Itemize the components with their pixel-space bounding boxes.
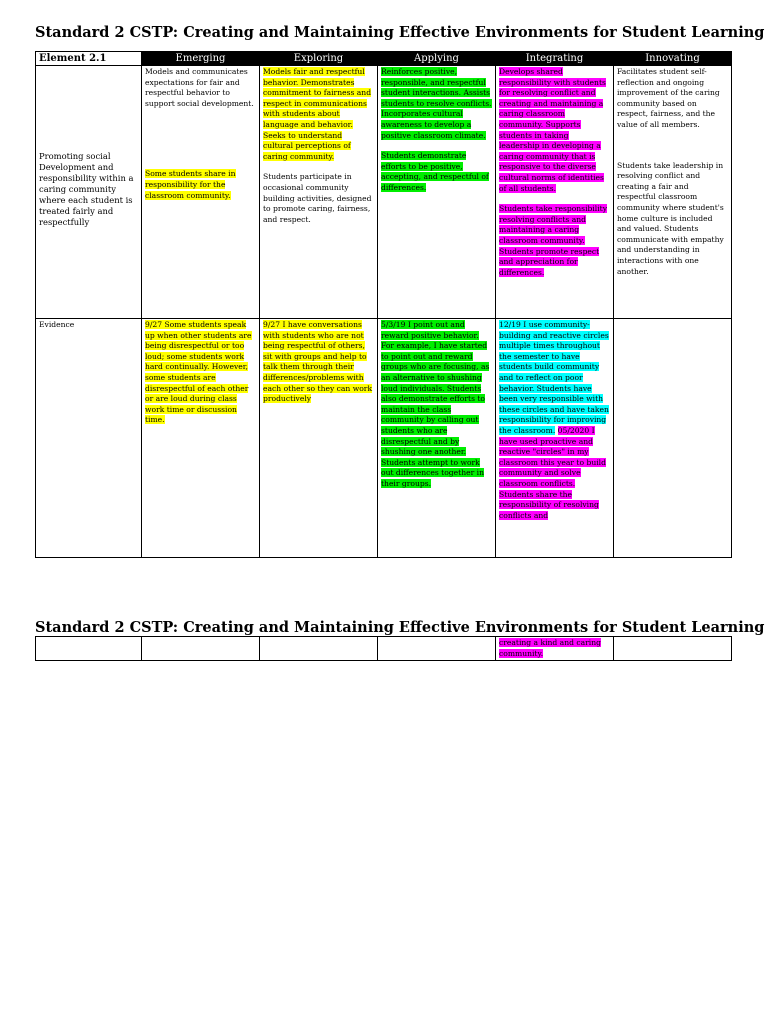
cont-applying (378, 637, 496, 661)
cell-applying (378, 66, 496, 319)
cell-exploring (260, 66, 378, 319)
column-header-integrating: Integrating (496, 52, 614, 66)
evidence-label-cell (36, 319, 142, 558)
element-label: Promoting social Development and responsibility within a caring community where each student is treated fairly and respectfully (39, 150, 134, 227)
rubric-table (35, 51, 732, 558)
evidence-integrating (496, 319, 614, 558)
cont-label (36, 637, 142, 661)
innovating-teacher-text: Facilitates student self-reflection and ongoing improvement of the caring community based on respect, fairness, and the value of all members. (617, 67, 720, 129)
applying-teacher-text: Reinforces positive, responsible, and respectful student interactions. Assists students to resolve conflicts. Incorporates cultural awareness to develop a positive classroom climate. (381, 67, 492, 140)
integrating-student-text: Students take responsibility resolving conflicts and maintaining a caring classroom community. Students promote respect and appreciation for differences. (499, 204, 607, 277)
exploring-student-text: Students participate in occasional community building activities, designed to promote caring, fairness, and respect. (263, 172, 372, 224)
applying-student-text: Students demonstrate efforts to be positive, accepting, and respectful of differences. (381, 151, 489, 192)
page-title-continued: Standard 2 CSTP: Creating and Maintaining Effective Environments for Student Learning (35, 619, 765, 636)
evidence-applying-text: 5/3/19 I point out and reward positive behavior. For example, I have started to point out and reward groups who are focusing, as an alternative to shushing loud individuals. Students also demonstrate efforts to maintain the class community by calling out students who are disrespectful and by shushing one another. Students attempt to work out differences together in their groups. (381, 320, 490, 488)
evidence-emerging (142, 319, 260, 558)
evidence-emerging-text: 9/27 Some students speak up when other students are being disrespectful or too loud; some students work hard continually. However, some students are disrespectful of each other or are loud during class work time or discussion time. (145, 320, 252, 425)
column-header-innovating: Innovating (614, 52, 732, 66)
evidence-applying (378, 319, 496, 558)
evidence-integrating-text-2: 05/2020 I have used proactive and reactive "circles" in my classroom this year to build community and solve classroom conflicts. Students share the responsibility of resolving conflicts and (499, 425, 606, 520)
cont-integrating-text: creating a kind and caring community. (499, 638, 601, 658)
cont-exploring (260, 637, 378, 661)
continuation-row (36, 637, 732, 661)
evidence-label: Evidence (39, 320, 75, 329)
evidence-innovating (614, 319, 732, 558)
evidence-exploring (260, 319, 378, 558)
page-title: Standard 2 CSTP: Creating and Maintaining Effective Environments for Student Learning (35, 24, 765, 41)
exploring-teacher-text: Models fair and respectful behavior. Demonstrates commitment to fairness and respect in communications with students about language and behavior. Seeks to understand cultural perceptions of caring community. (263, 67, 372, 161)
header-row (36, 52, 732, 66)
cell-innovating (614, 66, 732, 319)
innovating-student-text: Students take leadership in resolving conflict and creating a fair and respectful classroom community where student's home culture is included and valued. Students communicate with empathy and understanding in interactions with one another. (617, 160, 724, 276)
evidence-exploring-text: 9/27 I have conversations with students who are not being respectful of others, sit with groups and help to talk them through their differences/problems with each other so they can work productively (263, 320, 373, 404)
emerging-teacher-text: Models and communicates expectations for fair and respectful behavior to support social development. (145, 67, 254, 108)
column-header-exploring: Exploring (260, 52, 378, 66)
element-label-cell (36, 66, 142, 319)
column-header-emerging: Emerging (142, 52, 260, 66)
element-row (36, 66, 732, 319)
integrating-teacher-text: Develops shared responsibility with students for resolving conflict and creating and maintaining a caring classroom community. Supports students in taking leadership in developing a caring community that is responsive to the diverse cultural norms of identities of all students. (499, 67, 606, 193)
column-header-applying: Applying (378, 52, 496, 66)
cont-innovating (614, 637, 732, 661)
rubric-table-continued (35, 636, 732, 661)
evidence-row (36, 319, 732, 558)
cell-integrating (496, 66, 614, 319)
cont-integrating (496, 637, 614, 661)
element-header: Element 2.1 (36, 52, 142, 66)
cont-emerging (142, 637, 260, 661)
evidence-integrating-text-1: 12/19 I use community-building and reactive circles multiple times throughout the semester to have students build community and to reflect on poor behavior. Students have been very responsible with these circles and have taken responsibility for improving the classroom. (499, 320, 609, 435)
emerging-student-text: Some students share in responsibility for the classroom community. (145, 169, 236, 200)
cell-emerging (142, 66, 260, 319)
